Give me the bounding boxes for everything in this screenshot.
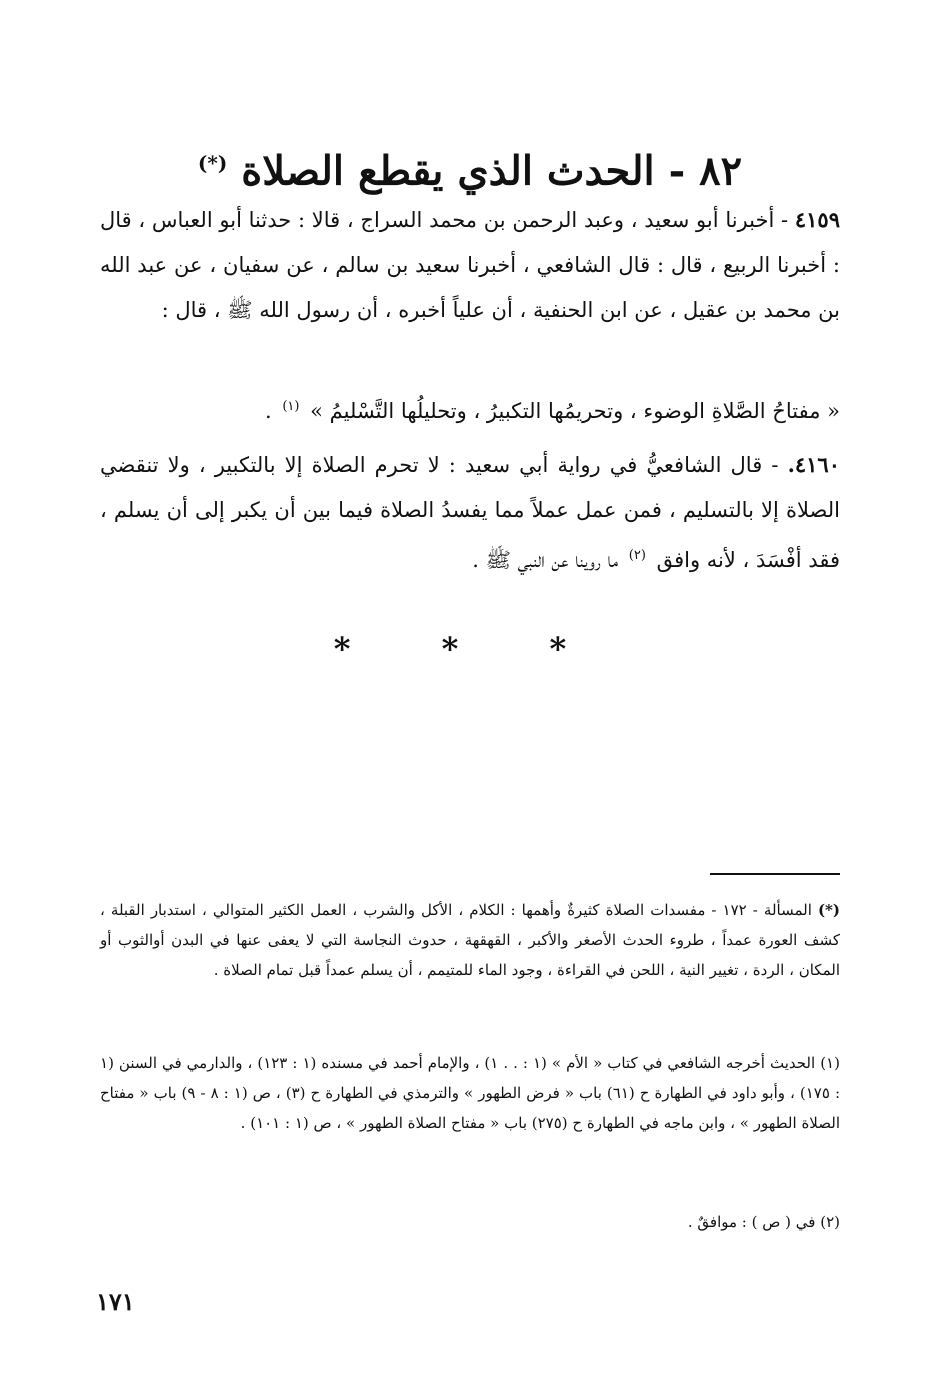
paragraph-text-after-ref: ما روينا عن النبي ﷺ . xyxy=(472,548,619,572)
section-title-text: ٨٢ - الحدث الذي يقطع الصلاة xyxy=(241,147,743,195)
paragraph-4159 xyxy=(100,197,840,333)
paragraph-number: ٤١٦٠. xyxy=(787,452,840,477)
footnote-text: المسألة - ١٧٢ - مفسدات الصلاة كثيرةٌ وأهمها : الكلام ، الأكل والشرب ، العمل الكثير المتوالي ، استدبار القبلة ، كشف العورة عمداً ، طروء الحدث الأصغر والأكبر ، القهقهة ، حدوث النجاسة التي لا يعفى عنها في البدن أوالثوب أو المكان ، الردة ، تغيير النية ، اللحن في القراءة ، وجود الماء للمتيمم ، أن يسلم عمداً قبل تمام الصلاة . xyxy=(100,901,840,979)
footnote-text: في ( ص ) : موافقٌ . xyxy=(687,1213,816,1231)
paragraph-text: - أخبرنا أبو سعيد ، وعبد الرحمن بن محمد السراج ، قالا : حدثنا أبو العباس ، قال : أخبرنا الربيع ، قال : قال الشافعي ، أخبرنا سعيد بن سالم ، عن سفيان ، عن عبد الله بن محمد بن عقيل ، عن ابن الحنفية ، أن علياً أخبره ، أن رسول الله ﷺ ، قال : xyxy=(100,208,840,322)
footnote-marker: (*) xyxy=(817,901,840,919)
paragraph-number: ٤١٥٩ xyxy=(794,207,840,232)
footnote-2 xyxy=(100,1207,840,1237)
footnote-ref-2: (٢) xyxy=(628,548,646,563)
footnote-divider xyxy=(710,873,840,875)
section-separator: * * * xyxy=(333,630,607,668)
section-title xyxy=(100,135,840,199)
footnote-1 xyxy=(100,1048,840,1138)
footnote-star xyxy=(100,895,840,985)
page-number: ١٧١ xyxy=(96,1287,135,1316)
paragraph-4160 xyxy=(100,442,840,583)
paragraph-text-before-ref: - قال الشافعيُّ في رواية أبي سعيد : لا تحرم الصلاة إلا بالتكبير ، ولا تنقضي الصلاة إلا بالتسليم ، فمن عمل عملاً مما يفسدُ الصلاة فيما بين أن يكبر إلى أن يسلم ، فقد أفْسَدَ ، لأنه وافق xyxy=(100,453,840,572)
quote-text: « مفتاحُ الصَّلاةِ الوضوء ، وتحريمُها التكبيرُ ، وتحليلُها التَّسْليمُ » xyxy=(310,399,840,423)
footnote-ref-1: (١) xyxy=(282,399,300,414)
footnote-text: الحديث أخرجه الشافعي في كتاب « الأم » (١ : . . ١) ، والإمام أحمد في مسنده (١ : ١٢٣) ، والدارمي في السنن (١ : ١٧٥) ، وأبو داود في الطهارة ح (٦١) باب « فرض الطهور » والترمذي في الطهارة ح (٣) ، ص (١ : ٨ - ٩) باب « مفتاح الصلاة الطهور » ، وابن ماجه في الطهارة ح (٢٧٥) باب « مفتاح الصلاة الطهور » ، ص (١ : ١٠١) . xyxy=(100,1054,841,1132)
footnote-marker: (١) xyxy=(820,1054,840,1072)
quote-end: . xyxy=(264,399,272,423)
hadith-quote xyxy=(100,384,840,434)
footnote-marker: (٢) xyxy=(820,1213,840,1231)
title-footnote-marker: (*) xyxy=(197,151,228,175)
